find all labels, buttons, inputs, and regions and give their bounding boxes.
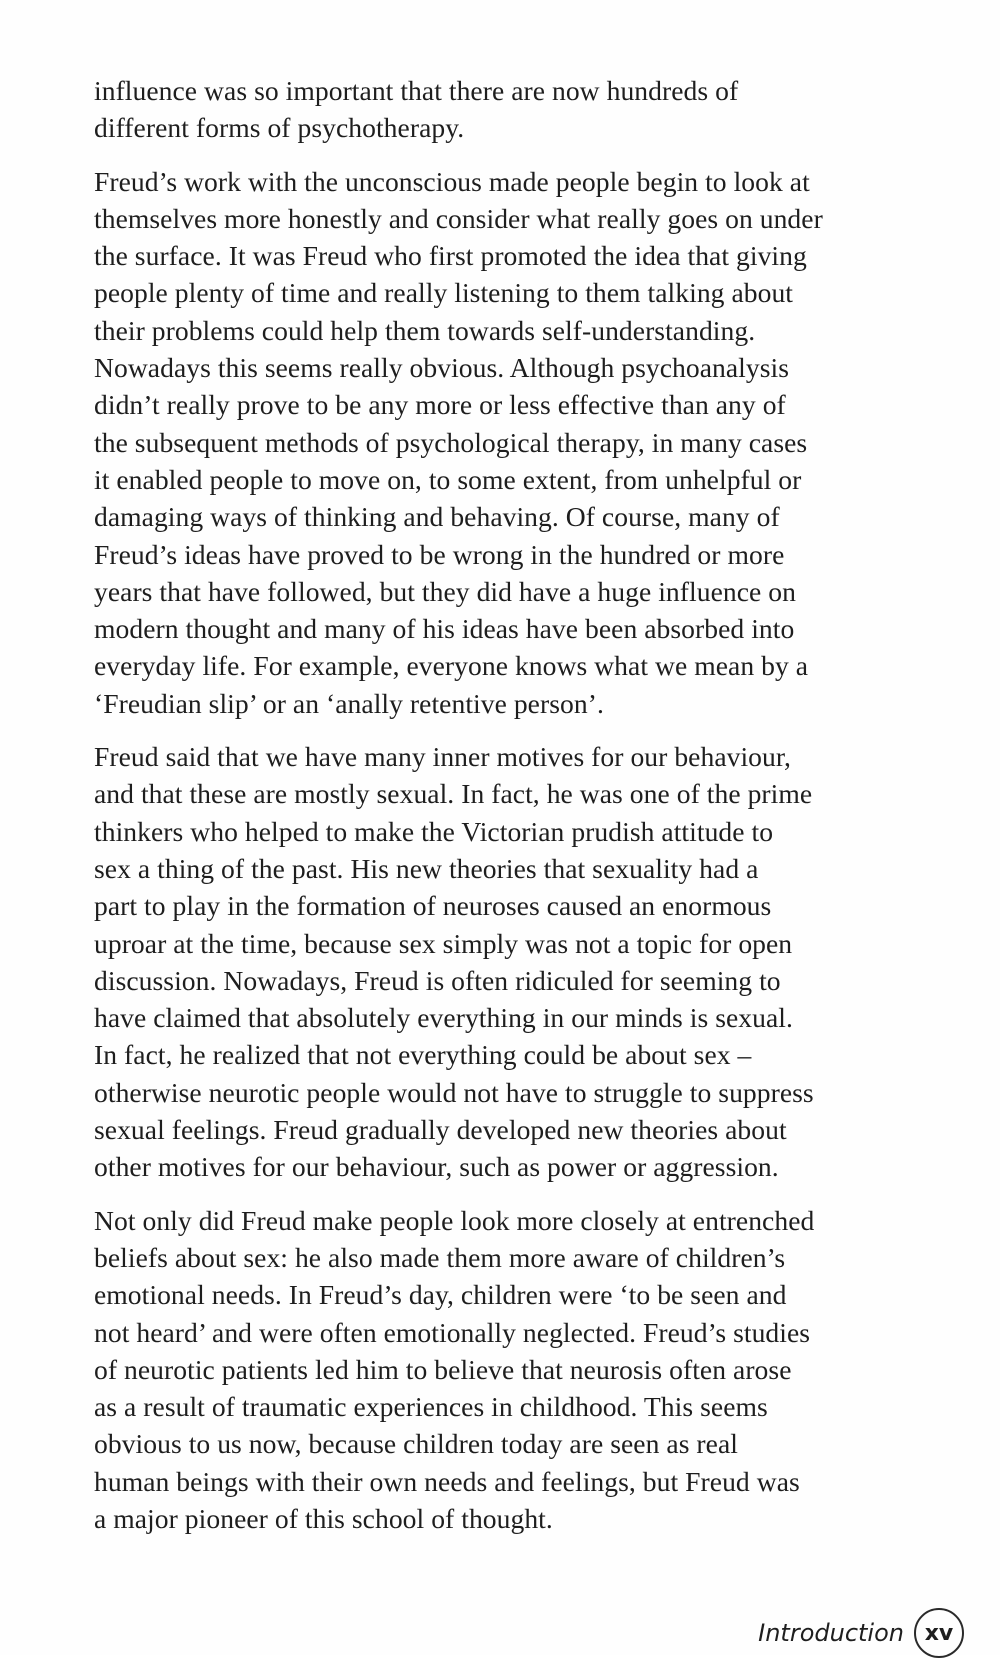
- text-line: human beings with their own needs and feelings, but Freud was: [94, 1465, 800, 1497]
- text-line: Nowadays this seems really obvious. Although psychoanalysis: [94, 352, 790, 384]
- text-line: emotional needs. In Freud’s day, children were ‘to be seen and: [94, 1279, 787, 1311]
- text-line: the subsequent methods of psychological therapy, in many cases: [94, 426, 808, 458]
- text-line: uproar at the time, because sex simply was not a topic for open: [94, 927, 793, 959]
- paragraph-4: [94, 1202, 914, 1538]
- text-line: people plenty of time and really listening to them talking about: [94, 277, 794, 309]
- text-line: modern thought and many of his ideas have been absorbed into: [94, 613, 795, 645]
- text-line: themselves more honestly and consider what really goes on under: [94, 202, 823, 234]
- running-head: Introduction: [758, 1619, 904, 1647]
- paragraph-2: [94, 163, 914, 722]
- text-line: have claimed that absolutely everything in our minds is sexual.: [94, 1002, 793, 1034]
- paragraph-3: [94, 738, 914, 1186]
- text-line: Freud said that we have many inner motives for our behaviour,: [94, 741, 791, 773]
- text-line: thinkers who helped to make the Victorian prudish attitude to: [94, 815, 774, 847]
- text-line: other motives for our behaviour, such as power or aggression.: [94, 1151, 779, 1183]
- text-line: different forms of psychotherapy.: [94, 112, 465, 144]
- text-line: In fact, he realized that not everything could be about sex –: [94, 1039, 752, 1071]
- paragraph-1: [94, 72, 914, 147]
- text-line: sex a thing of the past. His new theories that sexuality had a: [94, 852, 759, 884]
- text-line: ‘Freudian slip’ or an ‘anally retentive person’.: [94, 687, 604, 719]
- text-line: part to play in the formation of neuroses caused an enormous: [94, 890, 772, 922]
- page-number: xv: [914, 1608, 964, 1658]
- text-line: sexual feelings. Freud gradually developed new theories about: [94, 1114, 787, 1146]
- text-line: beliefs about sex: he also made them more aware of children’s: [94, 1241, 786, 1273]
- text-line: otherwise neurotic people would not have to struggle to suppress: [94, 1076, 814, 1108]
- text-line: a major pioneer of this school of thought.: [94, 1502, 553, 1534]
- text-line: influence was so important that there are now hundreds of: [94, 75, 739, 106]
- text-line: Freud’s work with the unconscious made people begin to look at: [94, 165, 810, 197]
- text-line: it enabled people to move on, to some extent, from unhelpful or: [94, 463, 802, 495]
- text-line: damaging ways of thinking and behaving. Of course, many of: [94, 501, 780, 533]
- text-line: obvious to us now, because children today are seen as real: [94, 1428, 738, 1460]
- text-line: everyday life. For example, everyone knows what we mean by a: [94, 650, 809, 682]
- text-line: as a result of traumatic experiences in childhood. This seems: [94, 1391, 768, 1423]
- text-line: and that these are mostly sexual. In fact, he was one of the prime: [94, 778, 813, 810]
- text-line: not heard’ and were often emotionally neglected. Freud’s studies: [94, 1316, 811, 1348]
- text-line: Freud’s ideas have proved to be wrong in the hundred or more: [94, 538, 785, 570]
- text-line: their problems could help them towards self-understanding.: [94, 314, 756, 346]
- text-line: years that have followed, but they did have a huge influence on: [94, 575, 796, 607]
- body-text: [94, 72, 914, 1553]
- text-line: the surface. It was Freud who first promoted the idea that giving: [94, 240, 807, 272]
- text-line: Not only did Freud make people look more closely at entrenched: [94, 1204, 815, 1236]
- text-line: didn’t really prove to be any more or less effective than any of: [94, 389, 786, 421]
- text-line: discussion. Nowadays, Freud is often ridiculed for seeming to: [94, 964, 781, 996]
- text-line: of neurotic patients led him to believe that neurosis often arose: [94, 1353, 792, 1385]
- page-footer: [758, 1608, 964, 1658]
